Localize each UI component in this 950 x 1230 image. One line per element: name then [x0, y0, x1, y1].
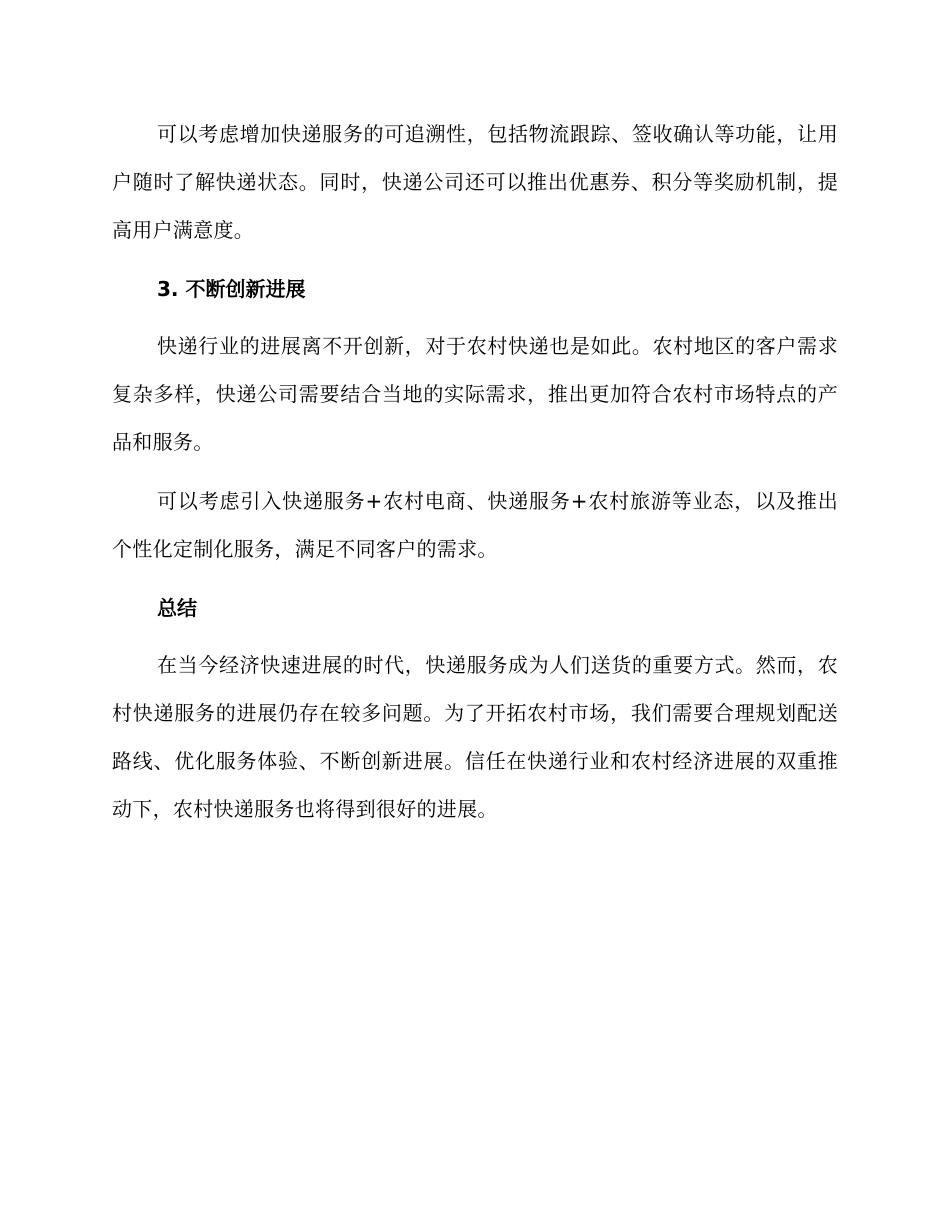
document-body: [112, 110, 838, 833]
paragraph-business-models: 可以考虑引入快递服务+农村电商、快递服务+农村旅游等业态，以及推出个性化定制化服务，满足不同客户的需求。: [112, 489, 838, 561]
paragraph-innovation: 快递行业的进展离不开创新，对于农村快递也是如此。农村地区的客户需求复杂多样，快递公司需要结合当地的实际需求，推出更加符合农村市场特点的产品和服务。: [112, 334, 838, 454]
section-heading-summary: 总结: [157, 596, 197, 620]
paragraph-traceability: 可以考虑增加快递服务的可追溯性，包括物流跟踪、签收确认等功能，让用户随时了解快递状态。同时，快递公司还可以推出优惠券、积分等奖励机制，提高用户满意度。: [112, 122, 838, 242]
paragraph-summary: 在当今经济快速进展的时代，快递服务成为人们送货的重要方式。然而，农村快递服务的进展仍存在较多问题。为了开拓农村市场，我们需要合理规划配送路线、优化服务体验、不断创新进展。信任在快递行业和农村经济进展的双重推动下，农村快递服务也将得到很好的进展。: [112, 653, 838, 821]
section-heading-innovation: 3. 不断创新进展: [157, 277, 306, 301]
